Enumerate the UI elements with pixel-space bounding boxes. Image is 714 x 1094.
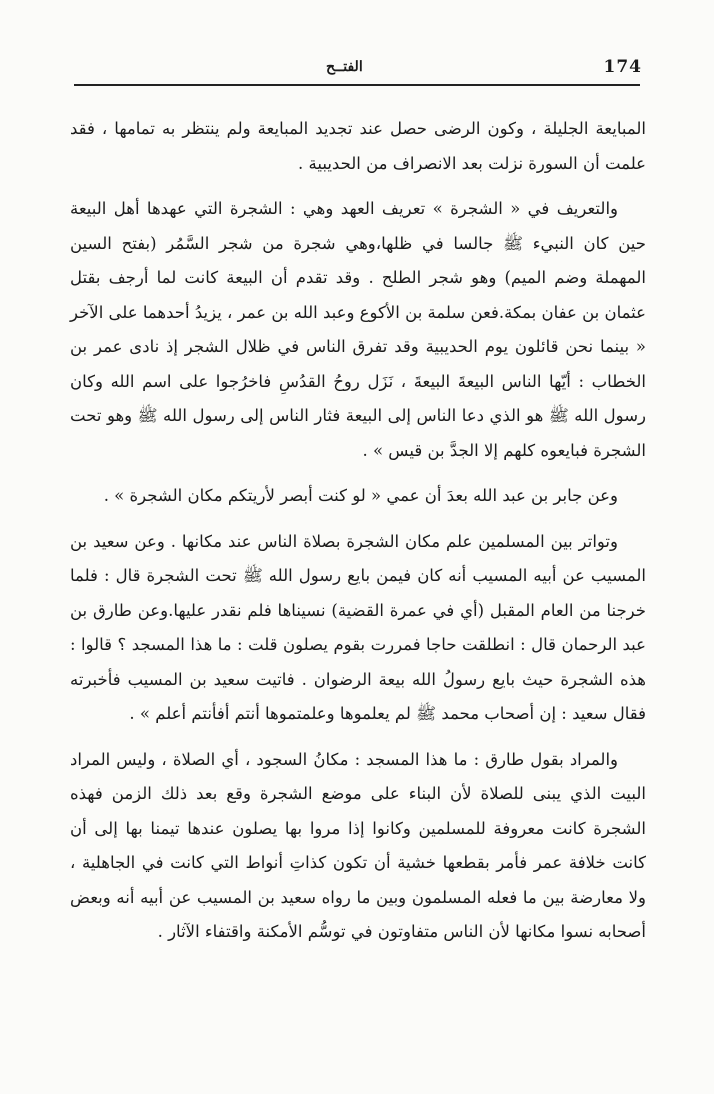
paragraph: والتعريف في « الشجرة » تعريف العهد وهي : الشجرة التي عهدها أهل البيعة حين كان النبيء ﷺ جالسا في ظلها،وهي شجرة من شجر السَّمُر (بفتح السين المهملة وضم الميم) وهو شجر الطلح . وقد تقدم أن البيعة كانت لما أرجف بقتل عثمان بن عفان بمكة.فعن سلمة بن الأكوع وعبد الله بن عمر ، يزيدُ أحدهما على الآخر « بينما نحن قائلون يوم الحديبية وقد تفرق الناس في ظلال الشجر إذ نادى عمر بن الخطاب : أيّها الناس البيعةَ البيعةَ ، نَزَل روحُ القدُسِ فاخرُجوا على اسم الله وكان رسول الله ﷺ هو الذي دعا الناس إلى البيعة فثار الناس إلى رسول الله ﷺ وهو تحت الشجرة فبايعوه كلهم إلا الجدَّ بن قيس » . (70, 199, 646, 460)
page-header (78, 52, 642, 82)
paragraph: والمراد بقول طارق : ما هذا المسجد : مكانُ السجود ، أي الصلاة ، وليس المراد البيت الذي يبنى للصلاة لأن البناء على موضع الشجرة وقع بعد ذلك الزمن فهذه الشجرة كانت معروفة للمسلمين وكانوا إذا مروا بها يصلون عندها تيمنا بها إلى أن كانت خلافة عمر فأمر بقطعها خشية أن تكون كذاتِ أنواط التي كانت في الجاهلية ، ولا معارضة بين ما فعله المسلمون وبين ما رواه سعيد بن المسيب عن أبيه أنه وبعض أصحابه نسوا مكانها لأن الناس متفاوتون في توسُّم الأمكنة واقتفاء الآثار . (70, 749, 646, 941)
paragraph: المبايعة الجليلة ، وكون الرضى حصل عند تجديد المبايعة ولم ينتظر به تمامها ، فقد علمت أن السورة نزلت بعد الانصراف من الحديبية . (70, 119, 646, 173)
paragraph: وعن جابر بن عبد الله بعدَ أن عمي « لو كنت أبصر لأريتكم مكان الشجرة » . (103, 486, 618, 505)
page-body (70, 112, 646, 961)
running-title: الفتــح (326, 59, 363, 75)
page-number: 174 (603, 57, 642, 77)
header-rule (74, 84, 640, 86)
paragraph: وتواتر بين المسلمين علم مكان الشجرة بصلاة الناس عند مكانها . وعن سعيد بن المسيب عن أبيه المسيب أنه كان فيمن بايع رسول الله ﷺ تحت الشجرة قال : فلما خرجنا من العام المقبل (أي في عمرة القضية) نسيناها فلم نقدر عليها.وعن طارق بن عبد الرحمان قال : انطلقت حاجا فمررت بقوم يصلون قلت : ما هذا المسجد ؟ قالوا : هذه الشجرة حيث بايع رسولُ الله بيعة الرضوان . فاتيت سعيد بن المسيب فأخبرته فقال سعيد : إن أصحاب محمد ﷺ لم يعلموها وعلمتموها أنتم أفأنتم أعلم » . (70, 531, 646, 723)
